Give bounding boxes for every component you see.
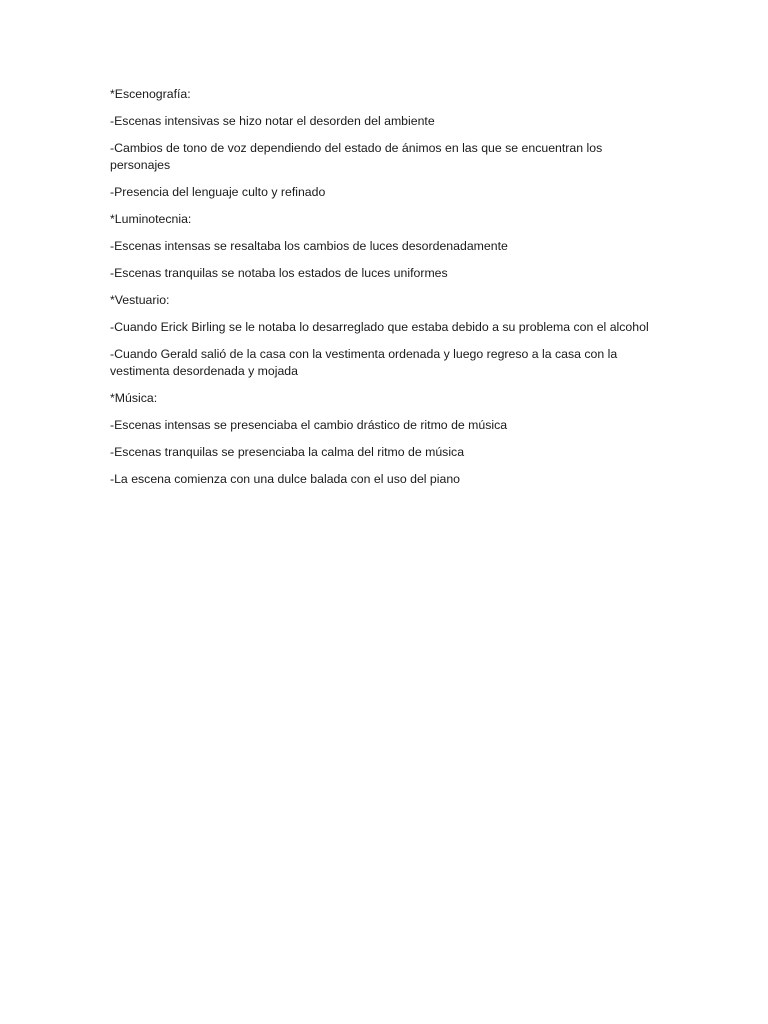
bullet-text: -Cuando Gerald salió de la casa con la vestimenta ordenada y luego regreso a la casa con la vestimenta desordenada y mojada	[110, 347, 618, 378]
bullet-text: -Cuando Erick Birling se le notaba lo desarreglado que estaba debido a su problema con el alcohol	[110, 320, 649, 334]
section-heading-luminotecnia: *Luminotecnia:	[110, 212, 192, 226]
bullet-text: -Escenas tranquilas se notaba los estados de luces uniformes	[110, 266, 448, 280]
bullet-text: -Escenas intensivas se hizo notar el desorden del ambiente	[110, 114, 435, 128]
bullet-text: -Escenas intensas se resaltaba los cambios de luces desordenadamente	[110, 239, 508, 253]
document-body	[110, 86, 650, 498]
bullet-text: -Escenas tranquilas se presenciaba la calma del ritmo de música	[110, 445, 465, 459]
bullet-text: -Cambios de tono de voz dependiendo del estado de ánimos en las que se encuentran los personajes	[110, 141, 603, 172]
bullet-text: -Presencia del lenguaje culto y refinado	[110, 185, 326, 199]
section-heading-escenografia: *Escenografía:	[110, 87, 191, 101]
section-heading-vestuario: *Vestuario:	[110, 293, 170, 307]
bullet-text: -La escena comienza con una dulce balada con el uso del piano	[110, 472, 461, 486]
section-heading-musica: *Música:	[110, 391, 158, 405]
bullet-text: -Escenas intensas se presenciaba el cambio drástico de ritmo de música	[110, 418, 508, 432]
